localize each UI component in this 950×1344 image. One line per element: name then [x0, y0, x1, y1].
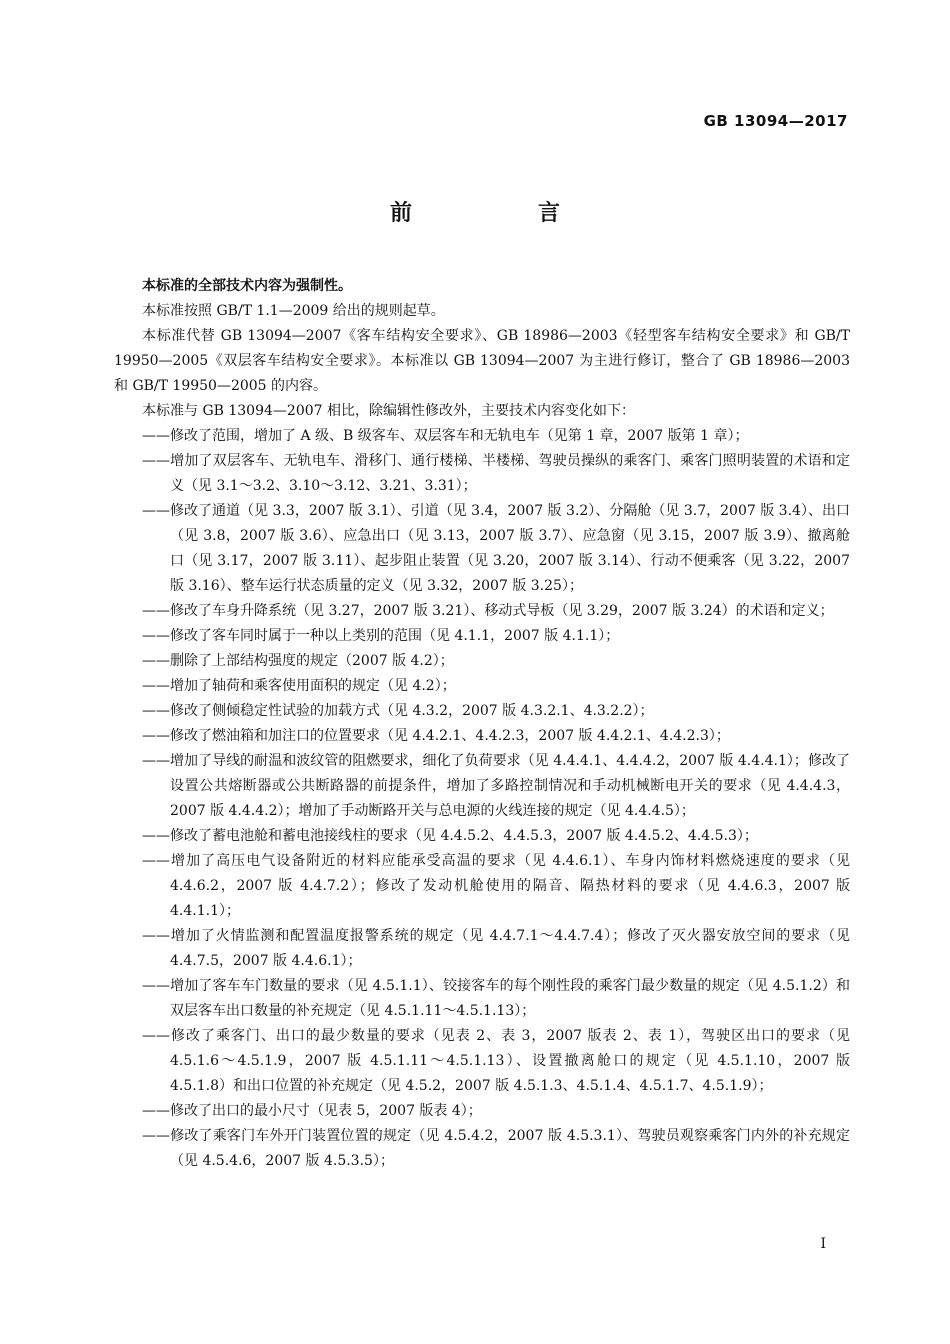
list-item [114, 1024, 850, 1099]
dash-mark: —— [142, 653, 170, 669]
list-item-text: 修改了侧倾稳定性试验的加载方式（见 4.3.2，2007 版 4.3.2.1、4.3.2.2）； [170, 703, 654, 719]
list-item-text: 增加了轴荷和乘客使用面积的规定（见 4.2）； [170, 678, 456, 694]
list-item-text: 修改了车身升降系统（见 3.27，2007 版 3.21）、移动式导板（见 3.29，2007 版 3.24）的术语和定义； [170, 603, 834, 619]
dash-mark: —— [142, 603, 170, 619]
page-number: I [820, 1236, 826, 1252]
list-item-text: 增加了导线的耐温和波纹管的阻燃要求，细化了负荷要求（见 4.4.4.1、4.4.4.2，2007 版 4.4.4.1）；修改了设置公共熔断器或公共断路器的前提条件，增加了多路控制情况和手动机械断电开关的要求（见 4.4.4.3，2007 版 4.4.4.2）；增加了手动断路开关与总电源的火线连接的规定（见 4.4.4.5）； [170, 753, 850, 819]
dash-mark: —— [142, 978, 170, 994]
list-item [114, 974, 850, 1024]
list-item-text: 删除了上部结构强度的规定（2007 版 4.2）； [170, 653, 454, 669]
dash-mark: —— [142, 453, 170, 469]
list-item [114, 674, 850, 699]
dash-mark: —— [142, 1128, 170, 1144]
paragraph-drafting-rules: 本标准按照 GB/T 1.1—2009 给出的规则起草。 [142, 303, 445, 319]
dash-mark: —— [142, 628, 170, 644]
list-item-text: 修改了客车同时属于一种以上类别的范围（见 4.1.1，2007 版 4.1.1）； [170, 628, 620, 644]
page-title: 前 言 [389, 200, 612, 226]
dash-mark: —— [142, 703, 170, 719]
list-item [114, 849, 850, 924]
list-item [114, 699, 850, 724]
list-item-text: 修改了范围，增加了 A 级、B 级客车、双层客车和无轨电车（见第 1 章，2007 版第 1 章）； [170, 428, 749, 444]
list-item [114, 499, 850, 599]
list-item [114, 724, 850, 749]
list-item-text: 修改了乘客门、出口的最少数量的要求（见表 2、表 3，2007 版表 2、表 1），驾驶区出口的要求（见 4.5.1.6～4.5.1.9，2007 版 4.5.1.11～4.5.1.13）、设置撤离舱口的规定（见 4.5.1.10，2007 版 4.5.1.8）和出口位置的补充规定（见 4.5.2，2007 版 4.5.1.3、4.5.1.4、4.5.1.7、4.5.1.9）； [170, 1028, 850, 1094]
foreword-body [114, 274, 850, 1174]
list-item [114, 1124, 850, 1174]
dash-mark: —— [142, 728, 170, 744]
list-item [114, 449, 850, 499]
list-item [114, 424, 850, 449]
paragraph-replaces: 本标准代替 GB 13094—2007《客车结构安全要求》、GB 18986—2003《轻型客车结构安全要求》和 GB/T 19950—2005《双层客车结构安全要求》。本标准以 GB 13094—2007 为主进行修订，整合了 GB 18986—2003 和 GB/T 19950—2005 的内容。 [114, 328, 850, 394]
paragraph-changes-intro: 本标准与 GB 13094—2007 相比，除编辑性修改外，主要技术内容变化如下： [142, 403, 635, 419]
change-list [114, 424, 850, 1174]
list-item [114, 749, 850, 824]
list-item [114, 624, 850, 649]
dash-mark: —— [142, 853, 170, 869]
paragraph-mandatory: 本标准的全部技术内容为强制性。 [142, 278, 352, 294]
list-item [114, 824, 850, 849]
dash-mark: —— [142, 753, 170, 769]
list-item-text: 增加了客车车门数量的要求（见 4.5.1.1）、铰接客车的每个刚性段的乘客门最少数量的规定（见 4.5.1.2）和双层客车出口数量的补充规定（见 4.5.1.11～4.5.1.13）； [170, 978, 850, 1019]
list-item-text: 增加了高压电气设备附近的材料应能承受高温的要求（见 4.4.6.1）、车身内饰材料燃烧速度的要求（见 4.4.6.2，2007 版 4.4.7.2）；修改了发动机舱使用的隔音、隔热材料的要求（见 4.4.6.3，2007 版 4.4.1.1）； [170, 853, 850, 919]
dash-mark: —— [142, 678, 170, 694]
standard-number: GB 13094—2017 [703, 112, 848, 130]
dash-mark: —— [142, 828, 170, 844]
list-item-text: 增加了火情监测和配置温度报警系统的规定（见 4.4.7.1～4.4.7.4）；修改了灭火器安放空间的要求（见 4.4.7.5，2007 版 4.4.6.1）； [170, 928, 850, 969]
list-item-text: 修改了出口的最小尺寸（见表 5，2007 版表 4）； [170, 1103, 482, 1119]
dash-mark: —— [142, 928, 170, 944]
list-item [114, 599, 850, 624]
list-item-text: 修改了通道（见 3.3，2007 版 3.1）、引道（见 3.4，2007 版 3.2）、分隔舱（见 3.7，2007 版 3.4）、出口（见 3.8，2007 版 3.6）、应急出口（见 3.13，2007 版 3.7）、应急窗（见 3.15，2007 版 3.9）、撤离舱口（见 3.17，2007 版 3.11）、起步阻止装置（见 3.20，2007 版 3.14）、行动不便乘客（见 3.22，2007 版 3.16）、整车运行状态质量的定义（见 3.32，2007 版 3.25）； [170, 503, 850, 594]
dash-mark: —— [142, 1028, 170, 1044]
dash-mark: —— [142, 1103, 170, 1119]
list-item-text: 增加了双层客车、无轨电车、滑移门、通行楼梯、半楼梯、驾驶员操纵的乘客门、乘客门照明装置的术语和定义（见 3.1～3.2、3.10～3.12、3.21、3.31）； [170, 453, 850, 494]
dash-mark: —— [142, 503, 170, 519]
list-item-text: 修改了蓄电池舱和蓄电池接线柱的要求（见 4.4.5.2、4.4.5.3，2007 版 4.4.5.2、4.4.5.3）； [170, 828, 758, 844]
list-item [114, 1099, 850, 1124]
list-item-text: 修改了乘客门车外开门装置位置的规定（见 4.5.4.2，2007 版 4.5.3.1）、驾驶员观察乘客门内外的补充规定（见 4.5.4.6，2007 版 4.5.3.5）； [170, 1128, 850, 1169]
dash-mark: —— [142, 428, 170, 444]
list-item [114, 649, 850, 674]
list-item [114, 924, 850, 974]
list-item-text: 修改了燃油箱和加注口的位置要求（见 4.4.2.1、4.4.2.3，2007 版 4.4.2.1、4.4.2.3）； [170, 728, 730, 744]
